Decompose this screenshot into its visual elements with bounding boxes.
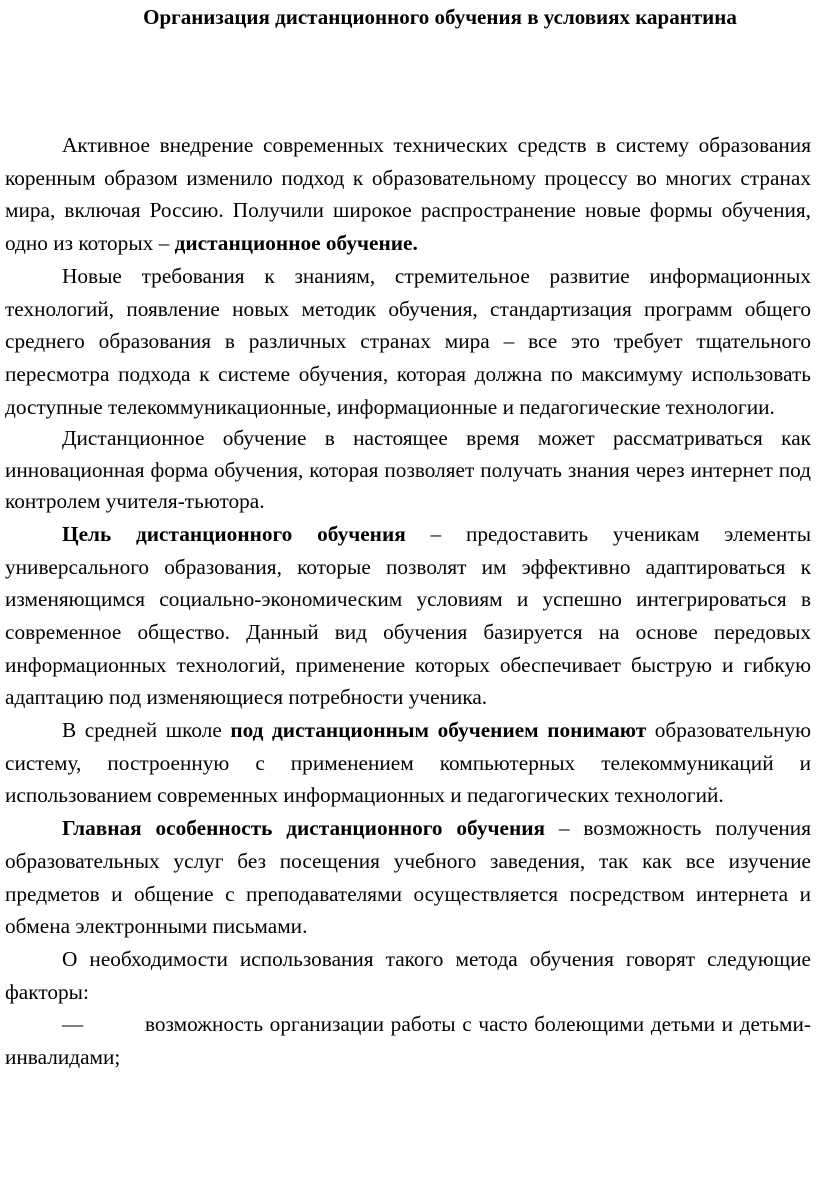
paragraph-school-bold: под дистанционным обучением понимают <box>230 718 647 743</box>
page-title: Организация дистанционного обучения в условиях карантина <box>143 5 737 29</box>
paragraph-intro-bold: дистанционное обучение. <box>174 231 418 256</box>
paragraph-definition <box>5 423 811 518</box>
paragraph-school-text-after: образовательную систему, построенную с применением компьютерных телекоммуникаций и использованием современных информационных и педагогических технологий. <box>5 718 812 808</box>
paragraph-feature <box>5 812 811 943</box>
paragraph-goal-text: – предоставить ученикам элементы универсального образования, которые позволят им эффективно адаптироваться к изменяющимся социально-экономическим условиям и успешно интегрироваться в современное общество. Данный вид обучения базируется на основе передовых информационных технологий, применение которых обеспечивает быструю и гибкую адаптацию под изменяющиеся потребности ученика. <box>5 521 812 710</box>
paragraph-factors <box>5 943 811 1008</box>
paragraph-school-text-before: В средней школе <box>62 718 231 743</box>
paragraph-intro-text: Активное внедрение современных технических средств в систему образования коренным образом изменило подход к образовательному процессу во многих странах мира, включая Россию. Получили широкое распространение новые формы обучения, одно из которых – <box>5 133 811 256</box>
list-item-dash: — <box>62 1012 84 1037</box>
paragraph-requirements <box>5 260 811 424</box>
paragraph-requirements-text: Новые требования к знаниям, стремительное развитие информационных технологий, появление новых методик обучения, стандартизация программ общего среднего образования в различных странах мира – все это требует тщательного пересмотра подхода к системе обучения, которая должна по максимуму использовать доступные телекоммуникационные, информационные и педагогические технологии. <box>5 263 811 419</box>
paragraph-definition-text: Дистанционное обучение в настоящее время может рассматриваться как инновационная форма обучения, которая позволяет получать знания через интернет под контролем учителя-тьютора. <box>5 426 811 514</box>
paragraph-feature-bold: Главная особенность дистанционного обучения <box>62 816 546 841</box>
list-item <box>5 1008 811 1073</box>
paragraph-goal <box>5 518 811 714</box>
list-item-text: возможность организации работы с часто болеющими детьми и детьми-инвалидами; <box>5 1012 811 1070</box>
paragraph-feature-text: – возможность получения образовательных услуг без посещения учебного заведения, так как все изучение предметов и общение с преподавателями осуществляется посредством интернета и обмена электронными письмами. <box>5 816 811 939</box>
paragraph-intro <box>5 129 811 260</box>
paragraph-factors-text: О необходимости использования такого метода обучения говорят следующие факторы: <box>5 946 811 1004</box>
paragraph-goal-bold: Цель дистанционного обучения <box>62 521 406 546</box>
paragraph-school <box>5 714 811 812</box>
document-body <box>5 129 811 1074</box>
